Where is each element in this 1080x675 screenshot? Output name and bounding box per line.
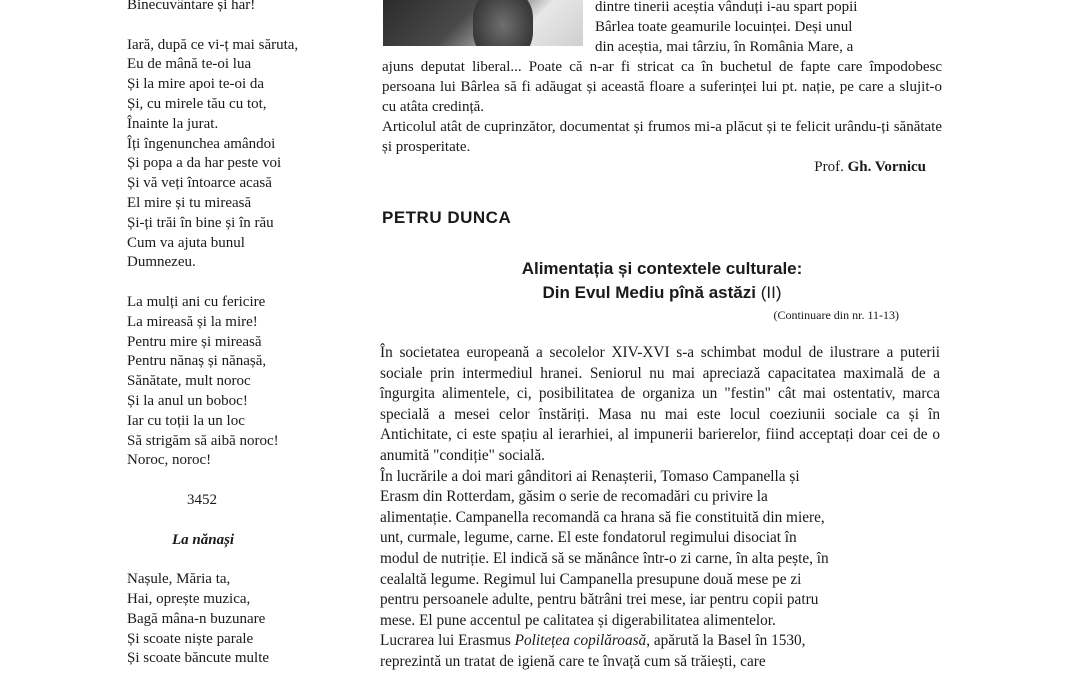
poem-line: El mire și tu mireasă (127, 194, 252, 211)
letter-text-beside-photo (595, 0, 940, 57)
poem-line: Pentru nănaș și nănașă, (127, 353, 267, 370)
signature-prefix: Prof. (814, 159, 844, 175)
article-line: pentru persoanele adulte, pentru bătrâni trei mese, iar pentru copii patru (380, 591, 819, 609)
article-title-part: (II) (760, 283, 782, 302)
poem-line: Să strigăm să aibă noroc! (127, 432, 279, 449)
letter-line: din aceștia, mai târziu, în România Mare, a (595, 39, 854, 55)
poem-line: Dumnezeu. (127, 254, 196, 271)
poem-title: La nănași (172, 531, 235, 548)
poem-line: Și la anul un boboc! (127, 392, 248, 409)
poem-stanza-d (127, 570, 357, 669)
article-title-main: Din Evul Mediu pînă astăzi (542, 283, 756, 302)
article-line: Erasm din Rotterdam, găsim o serie de recomadări cu privire la (380, 488, 768, 506)
letter-signature (382, 157, 942, 177)
article-line: cealaltă legume. Regimul lui Campanella presupune două mese pe zi (380, 570, 802, 588)
poem-line: Și vă veți întoarce acasă (127, 175, 272, 192)
article-title-line1: Alimentația și contextele culturale: (521, 259, 803, 278)
poem-stanza-c (127, 293, 357, 471)
article-continuation-note: (Continuare din nr. 11-13) (773, 308, 899, 322)
signature-name: Gh. Vornicu (847, 159, 926, 175)
article-body (380, 343, 940, 673)
poem-line: Iară, după ce vi-ț mai săruta, (127, 36, 299, 53)
letter-line: dintre tinerii aceștia vânduți i-au spart popii (595, 0, 858, 15)
poem-line: Și, cu mirele tău cu tot, (127, 95, 267, 112)
article-title (382, 257, 942, 305)
poem-line: Și popa a da har peste voi (127, 155, 282, 172)
book-title: Politețea copilăroasă (514, 632, 647, 650)
poem-line: Și-ți trăi în bine și în rău (127, 214, 274, 231)
poem-line: Cum va ajuta bunul (127, 234, 245, 251)
article-line: mese. El pune accentul pe calitatea și digerabilitatea alimentelor. (380, 611, 776, 629)
poem-line: Și scoate băncute multe (127, 650, 270, 667)
article-paragraph-3 (380, 631, 940, 672)
poem-line: Pentru mire și mireasă (127, 333, 262, 350)
article-line: alimentație. Campanella recomandă ca hrana să fie constituită din miere, (380, 508, 825, 526)
letter-closing-text: Articolul atât de cuprinzător, documentat și frumos mi-a plăcut și te felicit urându-ți sănătate și prosperitate. (382, 119, 942, 155)
article-paragraph-3-line-1: Lucrarea lui Erasmus Politețea copilăroasă, apărută la Basel în 1530, (380, 632, 806, 650)
poem-line: Nașule, Măria ta, (127, 571, 231, 588)
article-author: PETRU DUNCA (382, 208, 512, 227)
poem-line: Și la mire apoi te-oi da (127, 76, 265, 93)
poem-line: Îți îngenunchea amândoi (127, 135, 276, 152)
article-paragraph-1: În societatea europeană a secolelor XIV-XVI s-a schimbat modul de ilustrare a puterii sociale prin intermediul hranei. Seniorul nu mai apreciază capacitatea maximală de a îngurgita alimentele, ci, posibilitatea de organiza un "festin" cât mai ostentativ, marca specială a mesei celor înstăriți. Masa nu mai este locul coeziunii sociale ca și în Antichitate, ci este spațiu al ierarhiei, al impunerii barierelor, fiind acceptați doar cei de o anumită "condiție" socială. (380, 344, 940, 464)
article-paragraph-3-line-2: reprezintă un tratat de igienă care te învață cum să trăiești, care (380, 652, 766, 670)
poem-line: Iar cu toții la un loc (127, 412, 245, 429)
poem-line: Sănătate, mult noroc (127, 373, 251, 390)
poem-line: Și scoate niște parale (127, 630, 254, 647)
poem-column (127, 0, 357, 669)
poem-line: Bagă mâna-n buzunare (127, 610, 266, 627)
poem-line: La mulți ani cu fericire (127, 293, 266, 310)
article-title-line2 (382, 281, 942, 305)
poem-line: Binecuvântare și har! (127, 0, 256, 13)
letter-continued-text: ajuns deputat liberal... Poate că n-ar fi stricat ca în buchetul de fapte care împodobesc persoana lui Bârlea să fi adăugat și această floare a suferinței lui pt. nație, pe care a slujit-o cu atâta credință. (382, 59, 942, 115)
poem-number: 3452 (187, 491, 217, 508)
article-line: În lucrările a doi mari gânditori ai Renașterii, Tomaso Campanella și (380, 467, 800, 485)
letter-column (382, 0, 942, 177)
poem-stanza-a (127, 0, 357, 16)
poem-line: Înainte la jurat. (127, 115, 219, 132)
article-paragraph-2 (380, 467, 940, 632)
poem-line: Noroc, noroc! (127, 452, 212, 469)
letter-line: Bârlea toate geamurile locuinței. Deși unul (595, 19, 853, 35)
poem-line: Hai, oprește muzica, (127, 590, 251, 607)
poem-stanza-b (127, 36, 357, 274)
poem-line: La mireasă și la mire! (127, 313, 258, 330)
article-line: modul de nutriție. El indică să se mănânce într-o zi carne, în alta pește, în (380, 549, 829, 567)
poem-line: Eu de mână te-oi lua (127, 56, 252, 73)
article-line: unt, curmale, legume, carne. El este fondatorul regimului disociat în (380, 529, 797, 547)
